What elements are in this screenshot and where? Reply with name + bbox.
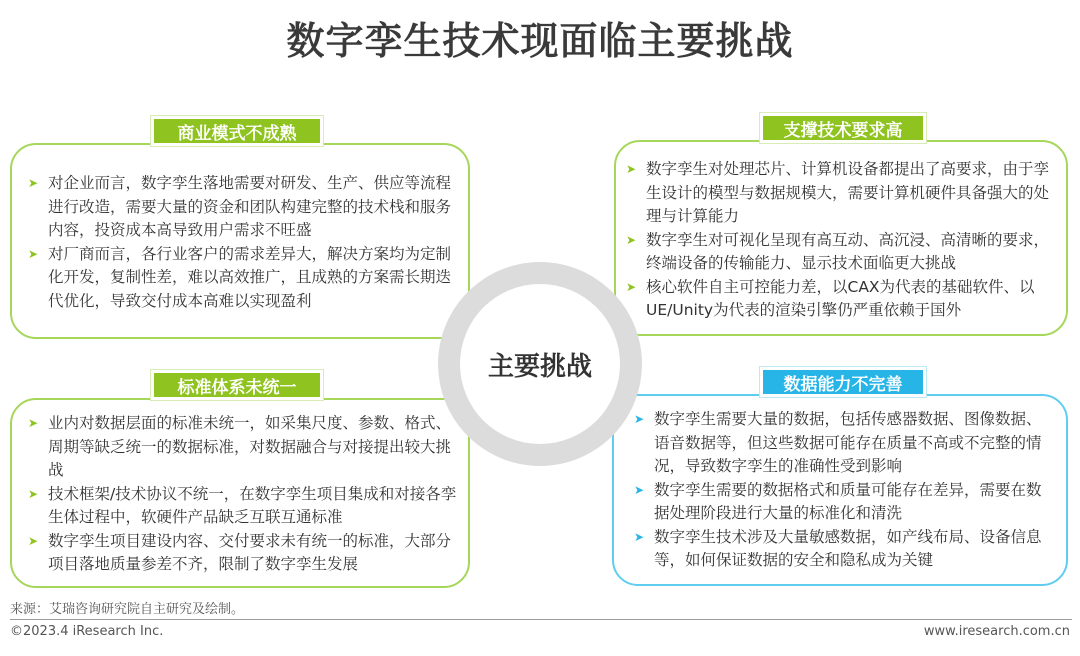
- list-item: [624, 276, 1054, 323]
- bullet-text: 对厂商而言，各行业客户的需求差异大，解决方案均为定制化开发，复制性差，难以高效推广，且成熟的方案需长期迭代优化，导致交付成本高难以实现盈利: [48, 244, 452, 310]
- tag-standard: 标准体系未统一: [151, 370, 323, 400]
- center-ring: [438, 262, 645, 466]
- tag-tech: 支撑技术要求高: [760, 113, 926, 143]
- list-item: [26, 412, 458, 483]
- bullets-business: [26, 172, 456, 313]
- list-item: [26, 530, 458, 577]
- bullet-text: 核心软件自主可控能力差，以CAX为代表的基础软件、以UE/Unity为代表的渲染引擎仍严重依赖于国外: [646, 277, 1035, 319]
- list-item: [26, 172, 456, 243]
- footer-divider: [10, 619, 1072, 620]
- list-item: [26, 483, 458, 530]
- bullet-text: 业内对数据层面的标准未统一，如采集尺度、参数、格式、周期等缺乏统一的数据标准，对数据融合与对接提出较大挑战: [48, 414, 452, 479]
- arrow-right-icon: ➤: [28, 246, 39, 261]
- source-note: 来源：艾瑞咨询研究院自主研究及绘制。: [10, 602, 245, 617]
- list-item: [632, 408, 1054, 479]
- arrow-right-icon: ➤: [28, 533, 39, 548]
- bullets-data: [632, 408, 1054, 573]
- bullet-text: 数字孪生需要的数据格式和质量可能存在差异，需要在数据处理阶段进行大量的标准化和清洗: [654, 480, 1042, 522]
- list-item: [26, 243, 456, 314]
- arrow-right-icon: ➤: [626, 279, 637, 294]
- center-label: 主要挑战: [460, 284, 620, 444]
- list-item: [632, 526, 1054, 573]
- bullet-text: 数字孪生技术涉及大量敏感数据，如产线布局、设备信息等，如何保证数据的安全和隐私成为关键: [654, 527, 1042, 569]
- arrow-right-icon: ➤: [626, 232, 637, 247]
- copyright: ©2023.4 iResearch Inc.: [10, 624, 164, 639]
- tag-business: 商业模式不成熟: [151, 116, 323, 146]
- list-item: [624, 229, 1054, 276]
- bullet-text: 数字孪生对可视化呈现有高互动、高沉浸、高清晰的要求，终端设备的传输能力、显示技术面临更大挑战: [646, 230, 1050, 272]
- bullet-text: 对企业而言，数字孪生落地需要对研发、生产、供应等流程进行改造，需要大量的资金和团队构建完整的技术栈和服务内容，投资成本高导致用户需求不旺盛: [48, 174, 452, 239]
- arrow-right-icon: ➤: [634, 412, 645, 426]
- bullet-text: 技术框架/技术协议不统一，在数字孪生项目集成和对接各孪生体过程中，软硬件产品缺乏互联互通标准: [48, 484, 457, 526]
- list-item: [624, 158, 1054, 229]
- arrow-right-icon: ➤: [28, 416, 39, 430]
- arrow-right-icon: ➤: [28, 486, 39, 501]
- tag-data: 数据能力不完善: [760, 367, 926, 397]
- bullet-text: 数字孪生需要大量的数据，包括传感器数据、图像数据、语音数据等，但这些数据可能存在质量不高或不完整的情况，导致数字孪生的准确性受到影响: [654, 410, 1042, 475]
- bullets-tech: [624, 158, 1054, 323]
- bullet-text: 数字孪生对处理芯片、计算机设备都提出了高要求，由于孪生设计的模型与数据规模大，需要计算机硬件具备强大的处理与计算能力: [646, 160, 1050, 225]
- page-title: 数字孪生技术现面临主要挑战: [286, 19, 794, 63]
- website: www.iresearch.com.cn: [923, 624, 1070, 639]
- arrow-right-icon: ➤: [634, 482, 645, 497]
- arrow-right-icon: ➤: [28, 176, 39, 190]
- arrow-right-icon: ➤: [634, 529, 645, 544]
- list-item: [632, 479, 1054, 526]
- arrow-right-icon: ➤: [626, 162, 637, 176]
- bullet-text: 数字孪生项目建设内容、交付要求未有统一的标准，大部分项目落地质量参差不齐，限制了数字孪生发展: [48, 531, 452, 573]
- bullets-standard: [26, 412, 458, 577]
